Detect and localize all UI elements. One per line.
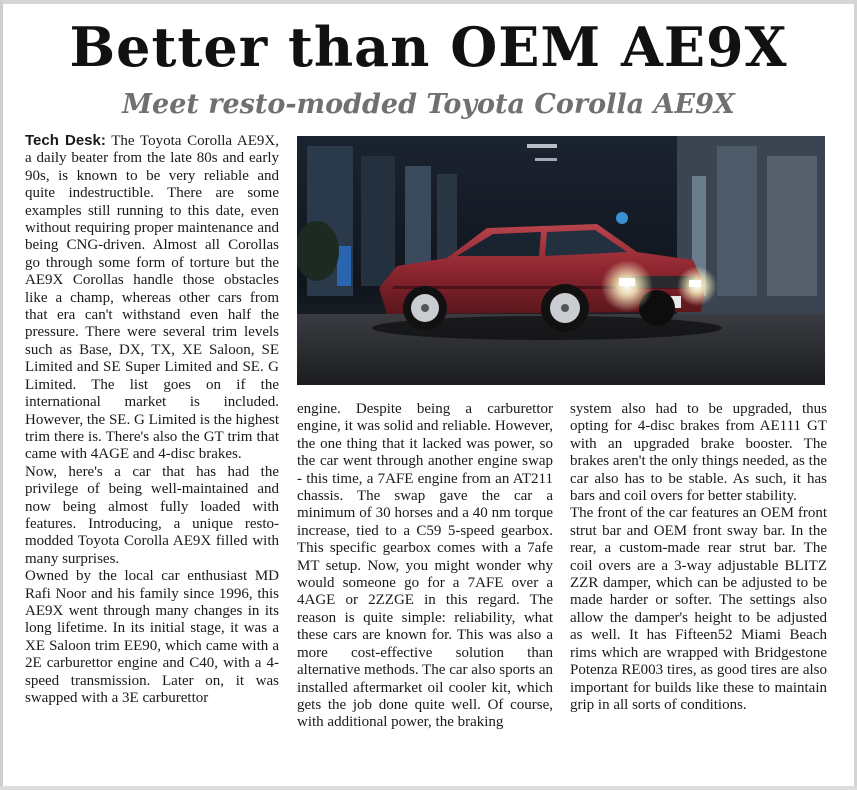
paragraph-intro <box>25 132 279 464</box>
article-headline: Better than OEM AE9X <box>69 15 788 79</box>
article-column-1 <box>25 132 279 707</box>
paragraph-introducing: Now, here's a car that has had the privilege of being well-maintained and now being almost fully loaded with features. Introducing, a unique resto-modded Toyota Corolla AE9X filled with many surprises. <box>25 463 279 567</box>
scan-border-bottom <box>0 786 857 790</box>
paragraph-brakes: system also had to be upgraded, thus opting for 4-disc brakes from AE111 GT with an upgraded brake booster. The brakes aren't the only things needed, as the car also has to be stable. As such, it has bars and coil overs for better stability. <box>570 401 827 505</box>
paragraph-engine: engine. Despite being a carburettor engine, it was solid and reliable. However, the one thing that it lacked was power, so the car went through another engine swap - this time, a 7AFE engine from an AT211 chassis. The swap gave the car a minimum of 30 horses and a 40 nm torque increase, tied to a C59 5-speed gearbox. This specific gearbox comes with a 7afe MT setup. Now, you might wonder why would someone go for a 7AFE over a 4AGE or 2ZZGE in this regard. The reason is quite simple: reliability, what these cars are known for. This was also a more cost-effective solution than alternative methods. The car also sports an installed aftermarket oil cooler kit, which gets the job done quite well. Of course, with additional power, the braking <box>297 401 553 731</box>
paragraph-suspension: The front of the car features an OEM front strut bar and OEM front sway bar. In the rear, a custom-made rear strut bar. The coil overs are a 3-way adjustable BLITZ ZZR damper, which can be adjusted to be made harder or softer. The settings also allow the damper's height to be adjusted as well. It has Fifteen52 Miami Beach rims which are wrapped with Bridgestone Potenza RE003 tires, as good tires are also important for builds like these to maintain grip in all sorts of conditions. <box>570 505 827 713</box>
car-photo <box>297 136 825 385</box>
car-photo-illustration <box>297 136 825 385</box>
scan-border-left <box>0 0 3 790</box>
article-column-3 <box>570 401 827 714</box>
paragraph-intro-text: The Toyota Corolla AE9X, a daily beater from the late 80s and early 90s, is known to be very reliable and quite indestructible. There are some examples still running to this date, even without requiring proper maintenance and being CNG-driven. Almost all Corollas go through some form of torture but the AE9X Corollas handle those obstacles like a champ, whereas other cars from that era can't withstand even half the pressure. There were several trim levels such as Base, DX, TX, XE Saloon, SE Limited and SE Super Limited and SE. G Limited. The list goes on if the international market is included. However, the SE. G Limited is the highest trim there is. There's also the GT trim that came with 4AGE and 4-disc brakes. <box>25 133 279 463</box>
paragraph-owner: Owned by the local car enthusiast MD Rafi Noor and his family since 1996, this AE9X went through many changes in its long lifetime. In its initial stage, it was a XE Saloon trim EE90, which came with a 2E carburettor engine and C40, with a 4-speed transmission. Later on, it was swapped with a 3E carburettor <box>25 568 279 706</box>
byline-label: Tech Desk: <box>25 132 106 149</box>
scan-border-top <box>0 0 857 4</box>
article-column-2 <box>297 401 553 732</box>
article-subheadline: Meet resto-modded Toyota Corolla AE9X <box>122 89 735 120</box>
